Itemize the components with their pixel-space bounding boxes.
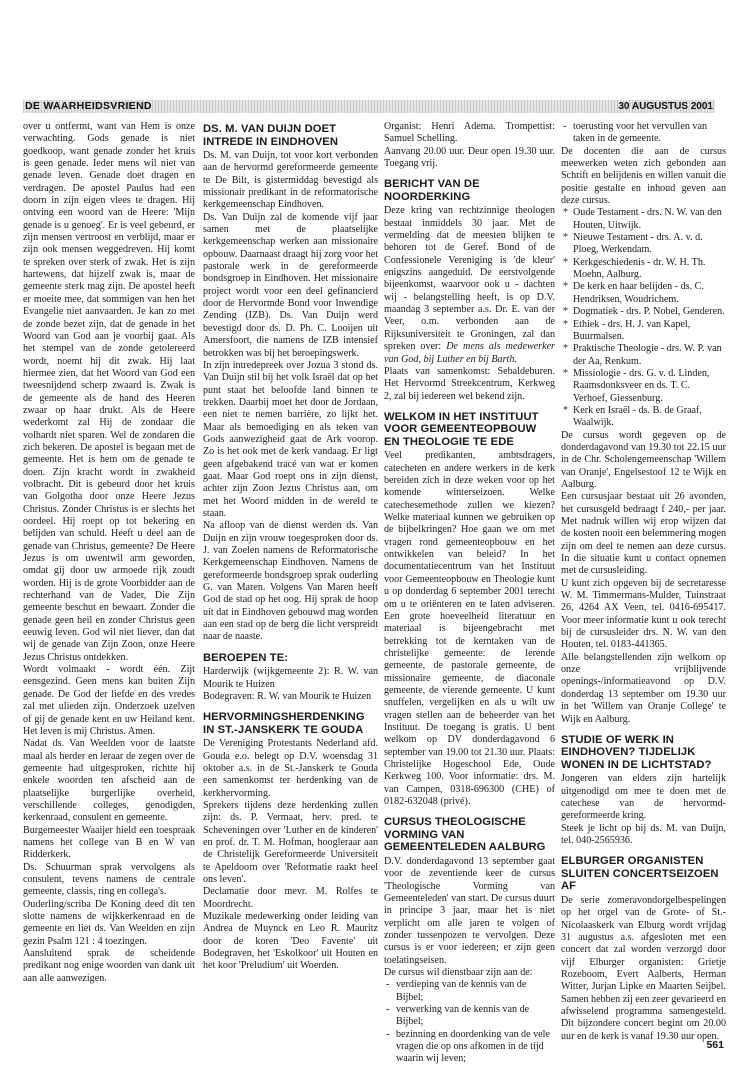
sermon-text: over u ontfermt, want van Hem is onze verwachting. Gods genade is niet goedkoop, want genade zonder het kruis is geen genade. Ieder mens wil niet van genade leven. Genade doet dragen en verdragen. De apostel Paulus had een doorn in zijn eigen vlees te dragen. Hij ontving een woord van de Heere: 'Mijn genade is u genoeg'. Er is veel gebeurd, er zijn mensen vertroost en verblijd, maar er zijn ook mensen weggedreven. Hij komt te spreken over sterk of zwak. Het is zijn hartewens, dat hijzelf zwak is, maar de gemeente sterk mag zijn. De apostel heeft er moeite mee, dat sommigen van hen het Evangelie niet aanvaarden. Je kan zo met de zonde bezet zijn, dat de genade in het Woord van God aan je voorbij gaat. Als het stempel van de zonde getolereerd wordt, noemt hij dit zwak. Hij laat hiermee zien, dat het Woord van God een tweesnijdend scherp zwaard is. Zwak is de gemeente als de hand des Heeren zwaar op haar drukt. Als de Heere wederkomt zal Hij de zondaar die volhardt niet sparen. Wel de zondaren die zich bekeren. De apostel is begaan met de gemeente. Het is hem om de genade te doen. Zijn kracht wordt in zwakheid volbracht. Dit is gebeurd door het kruis van Golgotha door onze Heere Jezus Christus. Zonder Christus is er slechts het oordeel. Hij roept op tot bekering en belijden van schuld. Heeft u deel aan de genade van Christus, gemeente? De Heere Jezus is om uwentwil arm geworden, omdat gij door uw armoede rijk zoudt worden. Hij is de grote Voorbidder aan de rechterhand van de Vader, Die Zijn gemeente beschut en bewaart. Zonder die genade geen heil en zonder Christus geen eeuwig leven. God wil niet liever, dan dat wij de genade van Zijn Zoon, onze Heere Jezus Christus ontdekken. (23, 121, 195, 663)
scriba-paragraph: Ouderling/scriba De Koning deed dit ten slotte namens de wijkkerkenraad en de gemeente en liet ds. Van Weelden en zijn gezin Psalm 121 : 4 toezingen. (23, 898, 195, 947)
list-item: - bezinning en doordenking van de vele vragen die op ons afkomen in de tijd waarin wij leven; (384, 1029, 555, 1066)
cursus-p1: D.V. donderdagavond 13 september gaat voor de zeventiende keer de cursus 'Theologische Vorming van Gemeenteleden' van start. De cursus duurt in principe 3 jaar, maar het is niet verplicht om alle jaren te volgen of zonder tussenpozen te vervolgen. Deze cursus is er voor iedereen; er zijn geen toelatingseisen. (384, 855, 555, 966)
cursus-aims-list-continued (561, 121, 726, 146)
mayor-paragraph: Burgemeester Waaijer hield een toespraak namens het college van B en W van Ridderkerk. (23, 824, 195, 861)
column-3 (384, 121, 555, 1066)
heading-noorderking: BERICHT VAN DE NOORDERKING (384, 178, 480, 203)
heading-studie-eindhoven: STUDIE OF WERK IN EINDHOVEN? TIJDELIJK WONEN IN DE LICHTSTAD? (561, 733, 712, 771)
aanvang-line: Aanvang 20.00 uur. Deur open 19.30 uur. Toegang vrij. (384, 145, 555, 170)
beroepen-harderwijk: Harderwijk (wijkgemeente 2): R. W. van Mourik te Huizen (203, 666, 378, 690)
van-duijn-p4: Na afloop van de dienst werden ds. Van Duijn en zijn vrouw toegesproken door ds. J. van Zoelen namens de Reformatorische Kerkgemeenschap Eindhoven. Namens de gereformeerde bondsgroep sprak ouderling G. van Maren. Volgens Van Maren heeft God de stad op het oog. Hij sprak de hoop uit dat in Eindhoven gebouwd mag worden aan een stad op de berg die licht verspreidt naar de naaste. (203, 520, 378, 643)
subject-item: * Missiologie - drs. G. v. d. Linden, Raamsdonksveer en ds. T. C. Verhoef, Giessenburg. (561, 368, 726, 405)
cursus-schedule: De cursus wordt gegeven op de donderdagavond van 19.30 tot 22.15 uur in de Chr. Scholengemeenschap 'Willem van Oranje', Engelsestoof 12 te Wijk en Aalburg. (561, 429, 726, 490)
lecture-title: De mens als medewerker van God, bij Luther en bij Barth. (384, 341, 555, 365)
column-2 (203, 121, 378, 973)
issue-date: 30 AUGUSTUS 2001 (618, 101, 713, 112)
list-item: - verwerking van de kennis van de Bijbel; (384, 1004, 555, 1029)
subject-item: * Kerk en Israël - ds. B. de Graaf, Waalwijk. (561, 405, 726, 430)
subject-item: * Ethiek - drs. H. J. van Kapel, Buurmalsen. (561, 319, 726, 344)
column-4 (561, 121, 726, 1043)
heading-cursus-aalburg: CURSUS THEOLOGISCHE VORMING VAN GEMEENTELEDEN AALBURG (384, 816, 546, 854)
subject-item: * Kerkgeschiedenis - dr. W. H. Th. Moehn, Aalburg. (561, 257, 726, 282)
cursus-registration: U kunt zich opgeven bij de secretaresse W. M. Timmermans-Mulder, Tuinstraat 26, 4264 AX Veen, tel. 0416-695417. Voor meer informatie kunt u ook terecht bij de cursusleider drs. N. W. van den Houten, tel. 0183-441365. (561, 577, 726, 651)
heading-elburger-organisten: ELBURGER ORGANISTEN SLUITEN CONCERTSEIZOEN AF (561, 855, 719, 893)
farewell-paragraph: Nadat ds. Van Weelden voor de laatste maal als herder en leraar de zegen over de gemeente had uitgesproken, richtte hij enkele woorden ten afscheid aan de plaatselijke burgerlijke overheid, verschillende colleges, genodigden, kerkenraad, consulent en gemeente. (23, 738, 195, 824)
herdenking-p1: De Vereniging Protestants Nederland afd. Gouda e.o. belegt op D.V. woensdag 31 oktober a.s. in de St.-Janskerk te Gouda een samenkomst ter herdenking van de kerkhervorming. (203, 738, 378, 799)
heading-beroepen: BEROEPEN TE: (203, 651, 289, 664)
eindhoven-p2: Steek je licht op bij ds. M. van Duijn, tel. 040-2565936. (561, 822, 726, 847)
page-number: 561 (706, 1039, 724, 1051)
organist-line: Organist: Henri Adema. Trompettist: Samuel Schelling. (384, 121, 555, 145)
eindhoven-p1: Jongeren van elders zijn hartelijk uitgenodigd om mee te doen met de catechese van de hervormd-gereformeerde kring. (561, 773, 726, 822)
herdenking-p3: Declamatie door mevr. M. Rolfes te Moordrecht. (203, 886, 378, 910)
page-header (23, 100, 715, 113)
list-item: - verdieping van de kennis van de Bijbel; (384, 979, 555, 1004)
heading-instituut-ede: WELKOM IN HET INSTITUUT VOOR GEMEENTEOPBOUW EN THEOLOGIE TE EDE (384, 410, 539, 448)
elburg-p1: De serie zomeravondorgelbespelingen op het orgel van de Grote- of St.-Nicolaaskerk van Elburg wordt vrijdag 31 augustus a.s. afgesloten met een concert dat zal worden verzorgd door vijf Elburger organisten: Grietje Rozeboom, Evert Aalberts, Herman Witter, Jurjan Lipke en Maarten Seijbel. Samen hebben zij een zeer gevarieerd en afwisselend programma samengesteld. Dit bijzondere concert begint om 20.00 uur en de kerk is vanaf 19.30 uur open. (561, 894, 726, 1042)
subject-item: * Oude Testament - drs. N. W. van den Houten, Uitwijk. (561, 207, 726, 232)
van-duijn-p2: Ds. Van Duijn zal de komende vijf jaar samen met de plaatselijke kerkgemeenschap werken aan missionaire opbouw. Daarnaast draagt hij zorg voor het pastorale werk in de gereformeerde bondsgroep in Eindhoven. Het missionaire project wordt voor een deel gefinancierd door de Hervormde Bond voor Inwendige Zending (IZB). Ds. Van Duijn werd bevestigd door ds. D. Ph. C. Looijen uit Amersfoort, die namens de IZB intensief betrokken was bij het beroepingswerk. (203, 211, 378, 359)
subject-item: * De kerk en haar belijden - ds. C. Hendriksen, Woudrichem. (561, 281, 726, 306)
column-1 (23, 121, 195, 985)
cursus-costs: Een cursusjaar bestaat uit 26 avonden, het cursusgeld bedraagt f 240,- per jaar. Met nadruk willen wij erop wijzen dat de kosten nooit een belemmering mogen zijn om deel te nemen aan deze cursus. In die situatie kunt u contact opnemen met de cursusleiding. (561, 491, 726, 577)
instituut-p1: Veel predikanten, ambtsdragers, catecheten en andere werkers in de kerk bereiden zich in deze weken voor op het komende winterseizoen. Welke catechesemethode zullen we kiezen? Welke materiaal kunnen we gebruiken op de bijbelkringen? Hoe gaan we om met vragen rond gemeenteopbouw en het ontwikkelen van beleid? In het documentatiecentrum van het Instituut voor Gemeenteopbouw en Theologie kunt u op donderdag 6 september 2001 terecht om u te oriënteren en te laten adviseren. Een grote hoeveelheid literatuur en materiaal is bijeengebracht met betrekking tot de kerntaken van de christelijke gemeente: de lerende gemeente, de pastorale gemeente, de missionaire gemeente, de diaconale gemeente, de vierende gemeente. U kunt snuffelen, vergelijken en als u wilt uw vragen stellen aan de beheerder van het Instituut. De toegang is gratis. U bent welkom op DV donderdagavond 6 september van 19.00 tot 21.30 uur. Plaats: Christelijke Hogeschool Ede, Oude Kerkweg 100. Voor informatie: drs. M. van Campen, 0318-696300 (CHE) of 0182-632048 (privé). (384, 450, 555, 807)
thanks-paragraph: Aansluitend sprak de scheidende predikant nog enige woorden van dank uit aan alle aanwezigen. (23, 948, 195, 984)
subjects-list (561, 207, 726, 429)
cursus-p2: De cursus wil dienstbaar zijn aan de: (384, 966, 533, 978)
heading-van-duijn-intrede: DS. M. VAN DUIJN DOET INTREDE IN EINDHOVEN (203, 123, 339, 148)
noorderking-p2: Plaats van samenkomst: Sebaldeburen. Het Hervormd Streekcentrum, Kerkweg 2, zal bij iedereen wel bekend zijn. (384, 365, 555, 402)
sermon-conclusion: Wordt volmaakt - wordt één. Zijt eensgezind. Geen mens kan buiten Zijn genade. De God der liefde en des vredes zal met ulieden zijn. Onderzoek uzelven of gij de genade kent en uw Heiland kent. Het leven is mij Christus. Amen. (23, 664, 195, 737)
consulent-paragraph: Ds. Schuurman sprak vervolgens als consulent, tevens namens de centrale gemeente, classis, ring en collega's. (23, 861, 195, 898)
heading-hervormingsherdenking: HERVORMINGSHERDENKING IN ST.-JANSKERK TE GOUDA (203, 711, 365, 736)
herdenking-p4: Muzikale medewerking onder leiding van Andrea de Muynck en Leo R. Mauritz door de koren 'Deo Favente' uit Bodegraven, het 'Eskolkoor' uit Houten en het koor 'Preludium' uit Woerden. (203, 911, 378, 972)
cursus-aims-list (384, 979, 555, 1065)
noorderking-p1 (384, 205, 555, 365)
beroepen-bodegraven: Bodegraven: R. W. van Mourik te Huizen (203, 690, 372, 702)
herdenking-p2: Sprekers tijdens deze herdenking zullen zijn: ds. P. Vermaat, herv. pred. te Scheveningen over 'Luther en de kinderen' en prof. dr. T. M. Hofman, hoogleraar aan de Christelijk Gereformeerde Universiteit te Apeldoorn over 'Reformatie raakt heel ons leven'. (203, 800, 378, 886)
cursus-open-evening: Alle belangstellenden zijn welkom op onze vrijblijvende openings-/informatieavond op D.V. donderdag 13 september om 19.30 uur in het 'Willem van Oranje College' te Wijk en Aalburg. (561, 651, 726, 725)
van-duijn-p1: Ds. M. van Duijn, tot voor kort verbonden aan de hervormd gereformeerde gemeente te De Bilt, is gistermiddag bevestigd als missionair predikant in de reformatorische kerkgemeenschap Eindhoven. (203, 150, 378, 211)
subject-item: * Dogmatiek - drs. P. Nobel, Genderen. (561, 306, 726, 318)
subject-item: * Nieuwe Testament - drs. A. v. d. Ploeg, Werkendam. (561, 232, 726, 257)
noorderking-text: Deze kring van rechtzinnige theologen bestaat inmiddels 30 jaar. Met de vermelding dat de meesten blijken te behoren tot de Geref. Bond of de Confessionele Vereniging is 'de kleur' enigszins aangeduid. De eerstvolgende bijeenkomst, waarvoor ook u - dachten wij - belangstelling heeft, is op D.V. maandag 3 september a.s. Dr. E. van der Veer, o.m. verbonden aan de Rijksuniversiteit te Groningen, zal dan spreken over: (384, 205, 555, 353)
docenten-paragraph: De docenten die aan de cursus meewerken weten zich gebonden aan Schrift en belijdenis en willen vanuit die positie gestalte en inhoud geven aan deze cursus. (561, 145, 726, 207)
subject-item: * Praktische Theologie - drs. W. P. van der Aa, Renkum. (561, 343, 726, 368)
magazine-title: DE WAARHEIDSVRIEND (25, 100, 152, 112)
list-item: - toerusting voor het vervullen van taken in de gemeente. (561, 121, 726, 146)
van-duijn-p3: In zijn intredepreek over Jozua 3 stond ds. Van Duijn stil bij het volk Israël dat op het punt staat het beloofde land binnen te trekken. Daarbij moet het door de Jordaan, een niet te nemen barrière, zo lijkt het. Maar als bemoediging en als teken van Gods aanwezigheid gaat de Ark voorop. Zo is het ook met de kerk vandaag. Er ligt geen afgebakend tracé van wat er komen gaat. Maar God roept ons in zijn dienst, achter zijn Zoon Jezus Christus aan, om met het Woord midden in de wereld te staan. (203, 359, 378, 519)
